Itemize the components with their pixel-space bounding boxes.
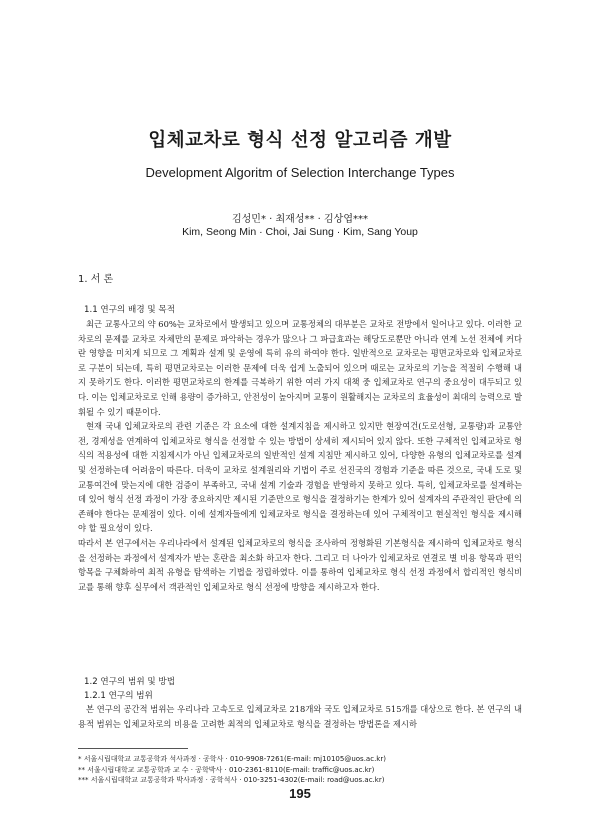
footnote-author-2: ** 서울시립대학교 교통공학과 교 수 · 공학박사 · 010-2361-8110(E-mail: traffic@uos.ac.kr)	[78, 765, 375, 774]
subsection-heading-1-2-1: 1.2.1 연구의 범위	[84, 691, 153, 701]
paragraph-3: 따라서 본 연구에서는 우리나라에서 설계된 입체교차로의 형식을 조사하여 정형화된 기본형식을 제시하여 입체교차로 형식을 선정하는 과정에서 설계자가 받는 혼란을 최소화 하고자 한다. 그리고 더 나아가 입체교차로 연결로 별 비용 항목과 편익 항목을 구체화하여 최적 유형을 탐색하는 기법을 정립하였다. 이를 통하여 입체교차로 형식 선정 과정에서 합리적인 형식비교를 통해 향후 실무에서 객관적인 입체교차로 형식 선정에 방향을 제시하고자 한다.	[78, 537, 522, 592]
footnote-author-1: * 서울시립대학교 교통공학과 석사과정 · 공학사 · 010-9908-7261(E-mail: mj10105@uos.ac.kr)	[78, 755, 386, 763]
page-number: 195	[289, 786, 311, 801]
footnotes	[78, 754, 538, 786]
body-paragraphs-1-2	[78, 702, 522, 731]
paragraph-2: 현재 국내 입체교차로의 관련 기준은 각 요소에 대한 설계지침을 제시하고 있지만 현장여건(도로선형, 교통량)과 교통안전, 경제성을 연계하여 입체교차로 형식을 선정할 수 있는 방법이 상세히 제시되어 있지 않다. 또한 구체적인 입체교차로 형식의 적용성에 대한 지침제시가 아닌 입체교차로의 일반적인 설계 지침만 제시하고 있어, 다양한 유형의 입체교차로를 설계 및 선정하는데 어려움이 따른다. 더욱이 교차로 설계원리와 기법이 주로 선진국의 경험과 기준을 따른 것으로, 국내 도로 및 교통여건에 맞는지에 대한 검증이 부족하고, 국내 설계 기술과 경험을 반영하지 못하고 있다. 특히, 입체교차로를 설계하는데 있어 형식 선정 과정이 가장 중요하지만 제시된 기준만으로 형식을 결정하기는 한계가 있어 설계자의 주관적인 판단에 의존해야 한다는 문제점이 있다. 이에 설계자들에게 입체교차로 형식을 결정하는데 있어 구체적이고 현실적인 형식을 제시해야 할 필요성이 있다.	[78, 421, 522, 534]
footnote-author-3: *** 서울시립대학교 교통공학과 박사과정 · 공학석사 · 010-3251-4302(E-mail: road@uos.ac.kr)	[78, 776, 385, 784]
footnote-rule	[78, 748, 188, 749]
paragraph-4: 본 연구의 공간적 범위는 우리나라 고속도로 입체교차로 218개와 국도 입체교차로 515개를 대상으로 한다. 본 연구의 내용적 범위는 입체교차로의 비용을 고려한 최적의 입체교차로 형식을 결정하는 방법론을 제시하	[78, 704, 522, 729]
subsection-heading-1-1: 1.1 연구의 배경 및 목적	[84, 305, 176, 315]
authors-english: Kim, Seong Min · Choi, Jai Sung · Kim, Sang Youp	[182, 226, 418, 238]
section-heading-introduction: 1. 서 론	[78, 274, 114, 285]
paragraph-1: 최근 교통사고의 약 60%는 교차로에서 발생되고 있으며 교통정체의 대부분은 교차로 전방에서 일어나고 있다. 이러한 교차로의 문제를 교차로 자체만의 문제로 파악하는 경우가 많으나 그 파급효과는 해당도로뿐만 아니라 연계 노선 전체에 커다란 영향을 미치게 되므로 그 계획과 설계 및 운영에 특히 유의 하여야 한다. 일반적으로 교차로는 평면교차로와 입체교차로로 구분이 되는데, 특히 평면교차로는 이러한 문제에 더욱 쉽게 노출되어 있으며 때로는 교차로의 기능을 적절히 수행해 내지 못하기도 한다. 이러한 평면교차로의 한계를 극복하기 위한 여러 가지 대책 중 입체교차로 연구의 중요성이 대두되고 있다. 이는 입체교차로로 인해 용량이 증가하고, 안전성이 높아지며 교통이 원활해지는 교차로의 효율성이 최대의 능력으로 발휘될 수 있기 때문이다.	[78, 319, 522, 417]
subsection-heading-1-2: 1.2 연구의 범위 및 방법	[84, 677, 176, 687]
paper-title: 입체교차로 형식 선정 알고리즘 개발	[148, 130, 452, 151]
paper-subtitle: Development Algoritm of Selection Interchange Types	[145, 165, 455, 180]
body-paragraphs-1-1	[78, 317, 522, 594]
authors-korean: 김성민* · 최재성** · 김상엽***	[231, 214, 368, 225]
